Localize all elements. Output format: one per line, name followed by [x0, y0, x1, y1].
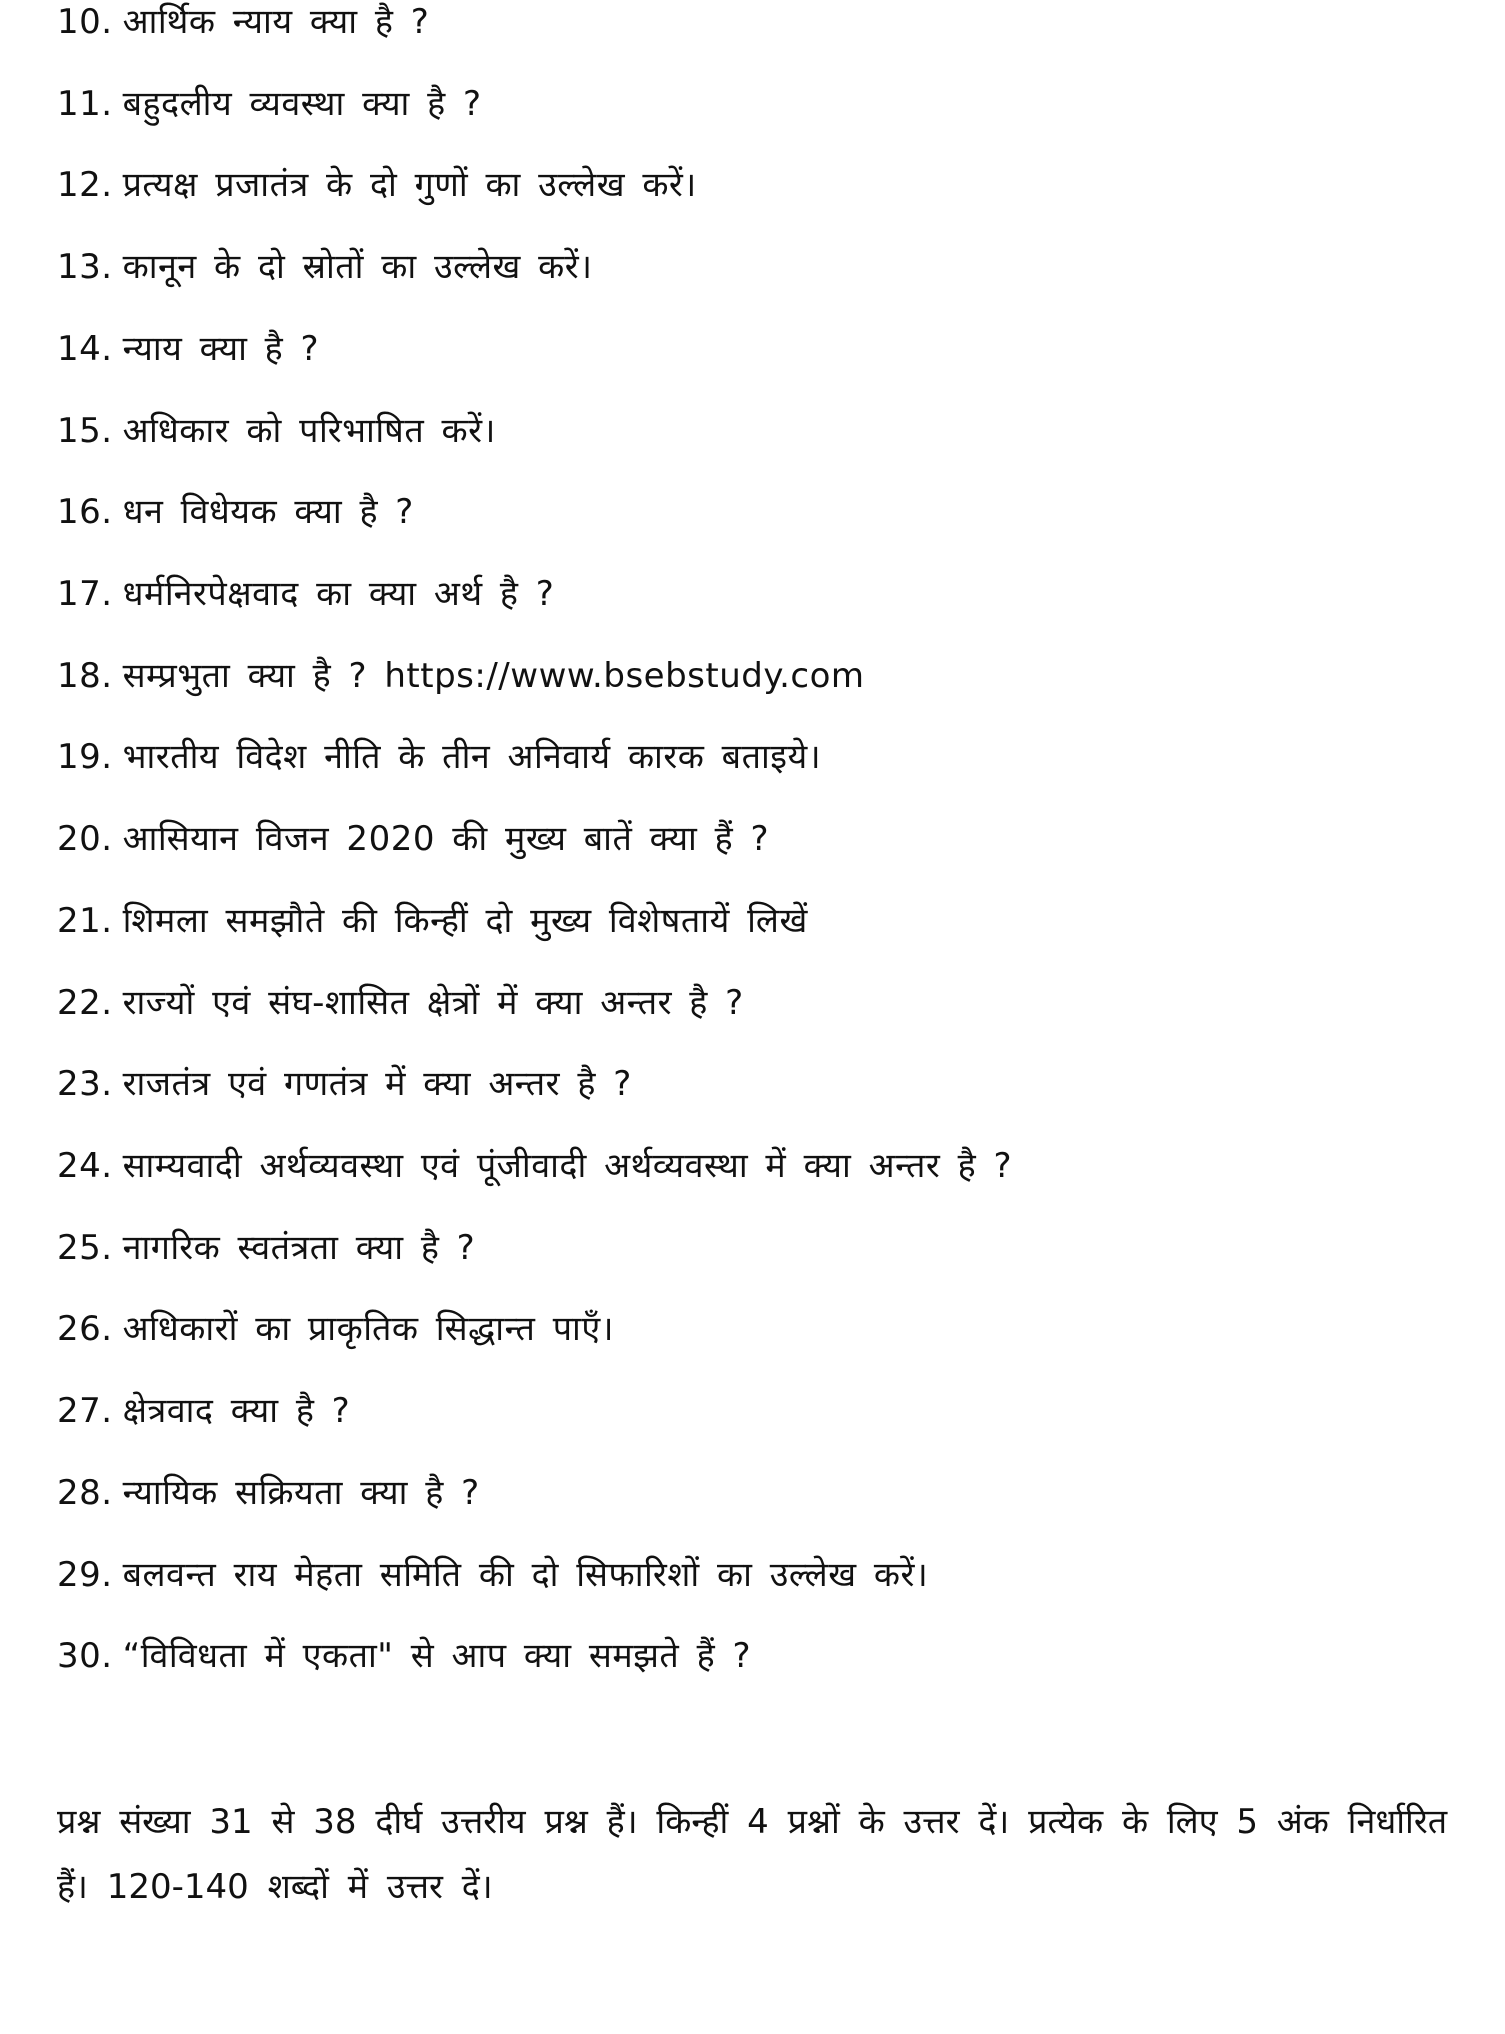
question-number: 29.: [57, 1555, 113, 1595]
question-number: 21.: [57, 901, 113, 941]
question-item: [57, 817, 769, 861]
question-item: [57, 82, 482, 126]
question-item: [57, 654, 865, 698]
question-text: शिमला समझौते की किन्हीं दो मुख्य विशेषतायें लिखें: [122, 901, 808, 941]
question-item: [57, 245, 593, 289]
question-text: साम्यवादी अर्थव्यवस्था एवं पूंजीवादी अर्थव्यवस्था में क्या अन्तर है ?: [122, 1146, 1013, 1186]
question-item: [57, 1389, 350, 1433]
question-text: अधिकार को परिभाषित करें।: [122, 411, 496, 451]
question-text: अधिकारों का प्राकृतिक सिद्धान्त पाएँ।: [122, 1309, 615, 1349]
question-number: 23.: [57, 1064, 113, 1104]
question-number: 30.: [57, 1636, 113, 1676]
question-number: 26.: [57, 1309, 113, 1349]
question-text: “विविधता में एकता" से आप क्या समझते हैं ?: [122, 1636, 751, 1676]
question-number: 22.: [57, 983, 113, 1023]
question-text: क्षेत्रवाद क्या है ?: [122, 1391, 351, 1431]
question-text: बलवन्त राय मेहता समिति की दो सिफारिशों का उल्लेख करें।: [122, 1555, 929, 1595]
question-item: [57, 1634, 751, 1678]
question-item: [57, 490, 414, 534]
question-text: बहुदलीय व्यवस्था क्या है ?: [122, 84, 482, 124]
question-item: [57, 1553, 928, 1597]
question-number: 15.: [57, 411, 113, 451]
question-number: 11.: [57, 84, 113, 124]
question-item: [57, 0, 429, 44]
question-number: 17.: [57, 574, 113, 614]
question-text: नागरिक स्वतंत्रता क्या है ?: [122, 1228, 476, 1268]
question-item: [57, 409, 496, 453]
question-text: आसियान विजन 2020 की मुख्य बातें क्या हैं ?: [122, 819, 770, 859]
question-text: कानून के दो स्रोतों का उल्लेख करें।: [122, 247, 593, 287]
question-number: 13.: [57, 247, 113, 287]
question-number: 24.: [57, 1146, 113, 1186]
question-number: 28.: [57, 1473, 113, 1513]
question-text: राजतंत्र एवं गणतंत्र में क्या अन्तर है ?: [122, 1064, 632, 1104]
question-item: [57, 1062, 632, 1106]
question-number: 10.: [57, 2, 113, 42]
question-number: 19.: [57, 737, 113, 777]
question-text: सम्प्रभुता क्या है ? https://www.bsebstudy.com: [122, 656, 865, 696]
question-number: 14.: [57, 329, 113, 369]
question-item: [57, 1226, 475, 1270]
question-item: [57, 1471, 480, 1515]
question-item: [57, 735, 821, 779]
question-item: [57, 327, 319, 371]
question-text: प्रत्यक्ष प्रजातंत्र के दो गुणों का उल्लेख करें।: [122, 165, 697, 205]
question-text: न्याय क्या है ?: [122, 329, 320, 369]
question-item: [57, 981, 744, 1025]
question-item: [57, 572, 554, 616]
question-text: धन विधेयक क्या है ?: [122, 492, 414, 532]
question-item: [57, 899, 808, 943]
question-number: 12.: [57, 165, 113, 205]
question-text: न्यायिक सक्रियता क्या है ?: [122, 1473, 480, 1513]
question-number: 27.: [57, 1391, 113, 1431]
question-number: 20.: [57, 819, 113, 859]
question-item: [57, 163, 697, 207]
question-text: आर्थिक न्याय क्या है ?: [122, 2, 430, 42]
question-item: [57, 1144, 1012, 1188]
question-text: धर्मनिरपेक्षवाद का क्या अर्थ है ?: [122, 574, 555, 614]
question-number: 25.: [57, 1228, 113, 1268]
section-instructions: प्रश्न संख्या 31 से 38 दीर्घ उत्तरीय प्रश्न हैं। किन्हीं 4 प्रश्नों के उत्तर दें। प्रत्येक के लिए 5 अंक निर्धारित हैं। 120-140 शब्दों में उत्तर दें।: [57, 1802, 1448, 1907]
question-number: 16.: [57, 492, 113, 532]
question-number: 18.: [57, 656, 113, 696]
question-item: [57, 1307, 614, 1351]
question-text: राज्यों एवं संघ-शासित क्षेत्रों में क्या अन्तर है ?: [122, 983, 744, 1023]
question-text: भारतीय विदेश नीति के तीन अनिवार्य कारक बताइये।: [122, 737, 822, 777]
